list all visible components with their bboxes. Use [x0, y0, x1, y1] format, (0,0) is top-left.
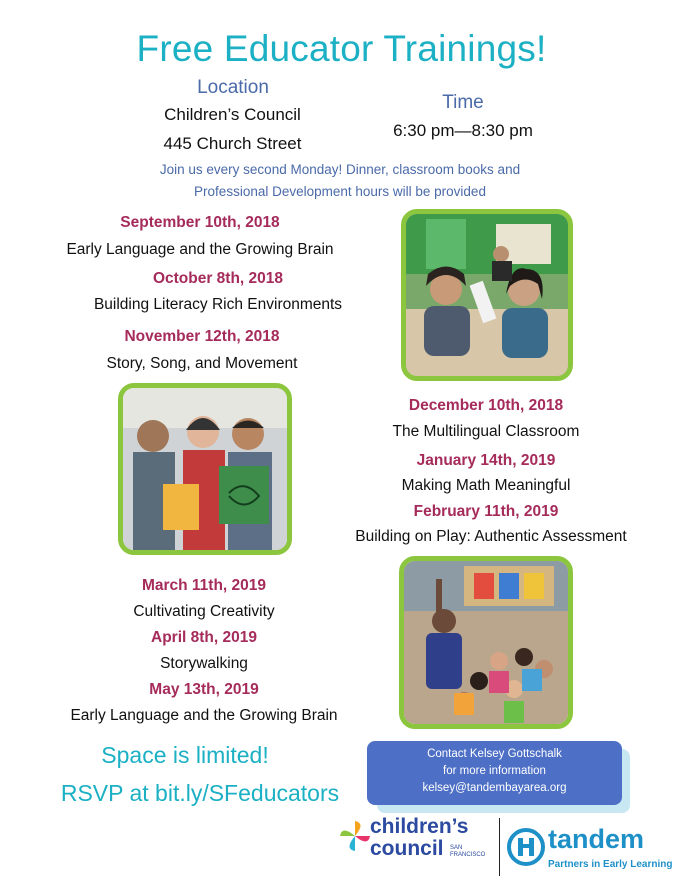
- location-name: Children’s Council: [164, 105, 301, 124]
- session-topic-4: The Multilingual Classroom: [392, 423, 580, 440]
- contact-line-1: Contact Kelsey Gottschalk: [427, 748, 562, 760]
- tandem-name: tandem: [548, 824, 645, 854]
- location-heading: Location: [197, 77, 269, 98]
- session-date-8: April 8th, 2019: [151, 629, 257, 646]
- kids-image: [123, 388, 287, 550]
- session-date-5: January 14th, 2019: [416, 452, 556, 469]
- photo-classroom: [399, 556, 573, 729]
- session-date-3: November 12th, 2018: [124, 328, 280, 345]
- note-line-2: Professional Development hours will be provided: [194, 184, 486, 199]
- session-topic-6: Building on Play: Authentic Assessment: [355, 528, 627, 545]
- session-date-4: December 10th, 2018: [408, 397, 564, 414]
- session-topic-7: Cultivating Creativity: [133, 603, 275, 620]
- session-topic-8: Storywalking: [160, 655, 248, 672]
- session-date-1: September 10th, 2018: [120, 214, 280, 231]
- childrens-logo-sub-1: SAN: [450, 845, 463, 851]
- session-topic-3: Story, Song, and Movement: [106, 355, 298, 372]
- session-topic-2: Building Literacy Rich Environments: [93, 296, 343, 313]
- time-heading: Time: [442, 92, 484, 113]
- tandem-tagline: Partners in Early Learning: [548, 859, 673, 870]
- time-value: 6:30 pm—8:30 pm: [393, 121, 533, 140]
- tandem-mark-icon: [507, 828, 545, 866]
- classroom-image: [404, 561, 568, 724]
- contact-line-2: for more information: [443, 765, 546, 777]
- photo-educators: [401, 209, 573, 381]
- childrens-logo-sub: [450, 845, 485, 859]
- tandem-logo: [507, 826, 677, 876]
- logo-divider: [499, 818, 500, 876]
- photo-kids: [118, 383, 292, 555]
- childrens-logo-line-1: children’s: [370, 815, 469, 838]
- session-date-7: March 11th, 2019: [141, 577, 267, 594]
- contact-email[interactable]: kelsey@tandembayarea.org: [422, 782, 567, 794]
- contact-box: [367, 741, 622, 805]
- session-date-6: February 11th, 2019: [413, 503, 559, 520]
- educators-image: [406, 214, 568, 376]
- session-topic-5: Making Math Meaningful: [401, 477, 571, 494]
- session-topic-9: Early Language and the Growing Brain: [70, 707, 338, 724]
- childrens-logo-line-2: council: [370, 837, 444, 860]
- note-line-1: Join us every second Monday! Dinner, classroom books and: [159, 162, 521, 177]
- space-limited-text: Space is limited!: [101, 742, 269, 768]
- session-date-2: October 8th, 2018: [152, 270, 284, 287]
- rsvp-text: RSVP at bit.ly/SFeducators: [60, 780, 340, 806]
- pinwheel-icon: [338, 819, 372, 853]
- location-address: 445 Church Street: [163, 134, 302, 153]
- childrens-logo-sub-2: FRANCISCO: [450, 852, 486, 858]
- session-date-9: May 13th, 2019: [149, 681, 259, 698]
- childrens-council-logo: [338, 815, 493, 877]
- session-topic-1: Early Language and the Growing Brain: [66, 241, 334, 258]
- page-title: Free Educator Trainings!: [136, 28, 547, 69]
